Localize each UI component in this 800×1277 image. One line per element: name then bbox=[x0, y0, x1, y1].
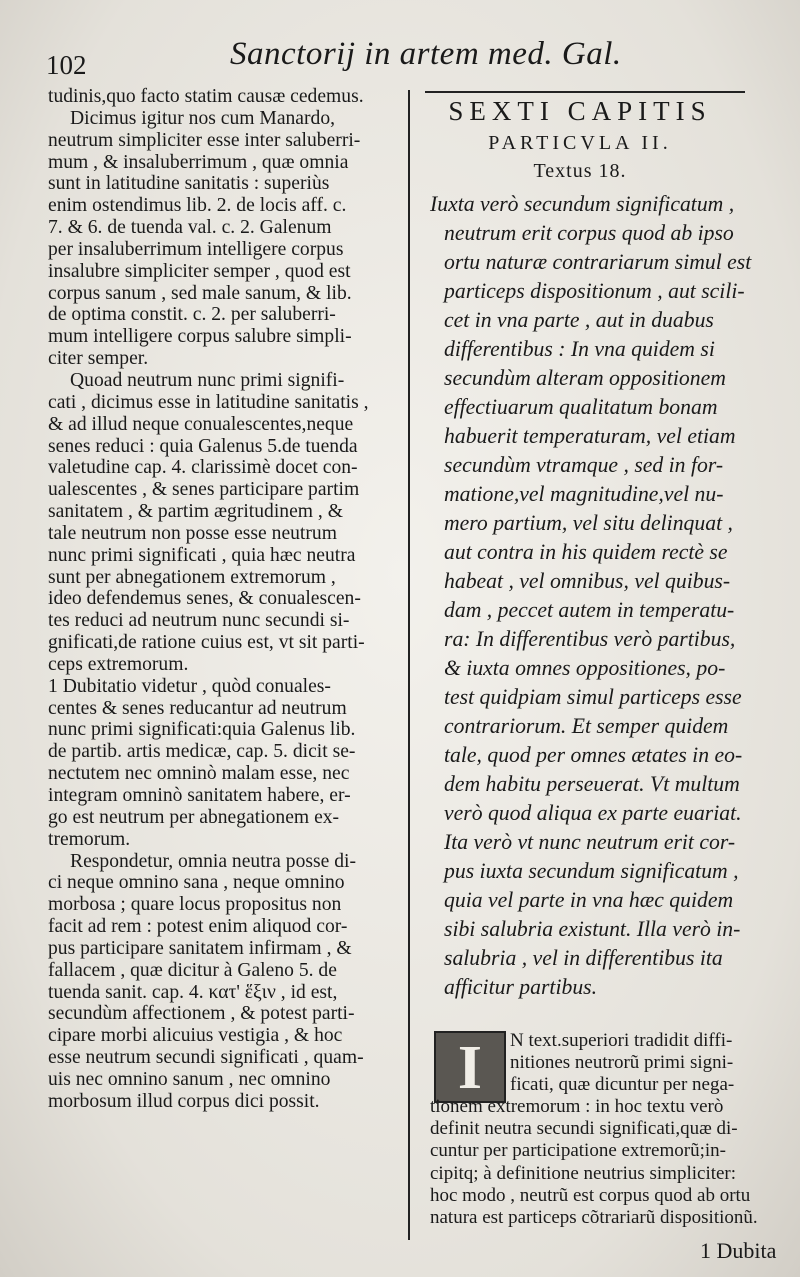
text-line: centes & senes reducantur ad neutrum bbox=[48, 697, 347, 719]
text-line: Ita verò vt nunc neutrum erit cor- bbox=[444, 830, 736, 854]
text-line: differentibus : In vna quidem si bbox=[444, 337, 715, 361]
text-line: afficitur partibus. bbox=[444, 975, 598, 999]
text-line: esse neutrum secundi significati , quam- bbox=[48, 1047, 364, 1069]
text-line: N text.superiori tradidit diffi- bbox=[510, 1030, 733, 1051]
text-line: ci neque omnino sana , neque omnino bbox=[48, 872, 345, 894]
particle-heading: PARTICVLA II. bbox=[488, 132, 672, 154]
text-line: Quoad neutrum nunc primi signifi- bbox=[70, 369, 345, 391]
text-line: secundùm affectionem , & potest parti- bbox=[48, 1003, 355, 1025]
text-line: ceps extremorum. bbox=[48, 653, 189, 675]
text-line: Dicimus igitur nos cum Manardo, bbox=[70, 107, 336, 129]
chapter-heading: SEXTI CAPITIS bbox=[448, 96, 712, 126]
text-line: per insaluberrimum intelligere corpus bbox=[48, 238, 344, 260]
text-line: pus participare sanitatem infirmam , & bbox=[48, 937, 352, 959]
text-line: sibi salubria existunt. Illa verò in- bbox=[444, 917, 741, 941]
catchword: 1 Dubita bbox=[700, 1238, 777, 1263]
text-line: cet in vna parte , aut in duabus bbox=[444, 308, 714, 332]
text-line: natura est particeps cõtrariarũ dispositionũ. bbox=[430, 1206, 758, 1228]
text-line: matione,vel magnitudine,vel nu- bbox=[444, 482, 724, 506]
text-line: gnificati,de ratione cuius est, vt sit parti- bbox=[48, 632, 365, 654]
text-line: facit ad rem : potest enim aliquod cor- bbox=[48, 916, 348, 938]
text-line: valetudine cap. 4. clarissimè docet con- bbox=[48, 457, 358, 479]
text-line: enim ostendimus lib. 2. de locis aff. c. bbox=[48, 195, 347, 217]
text-line: sunt in latitudine sanitatis : superiùs bbox=[48, 173, 330, 195]
text-line: dem habitu perseuerat. Vt multum bbox=[444, 772, 740, 796]
text-line: mero partium, vel situ delinquat , bbox=[444, 511, 733, 535]
text-line: cipare morbi alicuius vestigia , & hoc bbox=[48, 1025, 343, 1047]
text-line: tes reduci ad neutrum nunc secundi si- bbox=[48, 610, 350, 632]
text-line: cuntur per participatione extremorũ;in- bbox=[430, 1140, 726, 1162]
text-line: cipitq; à definitione neutrius simpliciter: bbox=[430, 1162, 737, 1184]
text-line: definit neutra secundi significati,quæ di- bbox=[430, 1118, 738, 1140]
text-line: tuenda sanit. cap. 4. κατ' ἕξιν , id est, bbox=[48, 981, 338, 1003]
text-line: integram omninò sanitatem habere, er- bbox=[48, 785, 351, 806]
commentary-text bbox=[430, 1030, 775, 1229]
text-line: Iuxta verò secundum significatum , bbox=[430, 192, 735, 216]
text-line: tremorum. bbox=[48, 828, 131, 850]
text-line: ra: In differentibus verò partibus, bbox=[444, 627, 736, 651]
initial-letter: I bbox=[457, 1034, 483, 1102]
text-line: nectutem nec omninò malam esse, nec bbox=[48, 763, 350, 785]
text-line: nitiones neutrorũ primi signi- bbox=[510, 1052, 734, 1074]
text-line: tudinis,quo facto statim causæ cedemus. bbox=[48, 86, 364, 107]
textus-heading: Textus 18. bbox=[533, 160, 627, 182]
text-line: salubria , vel in differentibus ita bbox=[444, 946, 723, 970]
text-line: secundùm vtramque , sed in for- bbox=[444, 453, 724, 477]
text-line: sanitatem , & partim ægritudinem , & bbox=[48, 501, 343, 523]
text-line: dam , peccet autem in temperatu- bbox=[444, 598, 735, 622]
text-line: effectiuarum qualitatum bonam bbox=[444, 395, 718, 419]
text-line: morbosa ; quare locus propositus non bbox=[48, 894, 342, 916]
text-line: tionem extremorum : in hoc textu verò bbox=[430, 1096, 724, 1118]
text-line: go est neutrum per abnegationem ex- bbox=[48, 806, 340, 828]
page-header bbox=[0, 30, 800, 90]
text-line: ideo defendemus senes, & conualescen- bbox=[48, 588, 361, 610]
text-line: senes reduci : quia Galenus 5.de tuenda bbox=[48, 435, 358, 457]
text-line: hoc modo , neutrũ est corpus quod ab ortu bbox=[430, 1184, 751, 1206]
text-line: 1 Dubitatio videtur , quòd conuales- bbox=[48, 675, 331, 697]
text-line: uis nec omnino sanum , nec omnino bbox=[48, 1068, 331, 1090]
text-line: habuerit temperaturam, vel etiam bbox=[444, 424, 736, 448]
text-line: verò quod aliqua ex parte euariat. bbox=[444, 801, 742, 825]
text-line: tale neutrum non posse esse neutrum bbox=[48, 522, 337, 544]
text-line: mum intelligere corpus salubre simpli- bbox=[48, 326, 352, 348]
right-column-text bbox=[430, 190, 770, 1002]
text-line: aut contra in his quidem rectè se bbox=[444, 540, 728, 564]
text-line: corpus sanum , sed male sanum, & lib. bbox=[48, 282, 352, 304]
text-line: test quidpiam simul particeps esse bbox=[444, 685, 742, 709]
text-line: de optima constit. c. 2. per saluberri- bbox=[48, 304, 336, 326]
text-line: nunc primi significati , quia hæc neutra bbox=[48, 544, 356, 566]
text-line: cati , dicimus esse in latitudine sanitatis , bbox=[48, 391, 369, 413]
text-line: & iuxta omnes oppositiones, po- bbox=[444, 656, 726, 680]
text-line: de partib. artis medicæ, cap. 5. dicit se- bbox=[48, 741, 356, 763]
text-line: pus iuxta secundum significatum , bbox=[444, 859, 739, 883]
left-column-text bbox=[48, 86, 398, 1113]
running-title: Sanctorij in artem med. Gal. bbox=[230, 36, 622, 72]
text-line: habeat , vel omnibus, vel quibus- bbox=[444, 569, 731, 593]
text-line: neutrum erit corpus quod ab ipso bbox=[444, 221, 734, 245]
text-line: particeps dispositionum , aut scili- bbox=[444, 279, 745, 303]
text-line: citer semper. bbox=[48, 348, 149, 370]
text-line: secundùm alteram oppositionem bbox=[444, 366, 726, 390]
column-divider bbox=[408, 90, 410, 1240]
text-line: insalubre simpliciter semper , quod est bbox=[48, 260, 351, 282]
text-line: Respondetur, omnia neutra posse di- bbox=[70, 850, 356, 872]
text-line: quia vel parte in vna hæc quidem bbox=[444, 888, 734, 912]
text-line: ficati, quæ dicuntur per nega- bbox=[510, 1074, 735, 1096]
text-line: sunt per abnegationem extremorum , bbox=[48, 566, 336, 588]
text-line: fallacem , quæ dicitur à Galeno 5. de bbox=[48, 959, 337, 981]
page-number: 102 bbox=[46, 50, 87, 80]
text-line: 7. & 6. de tuenda val. c. 2. Galenum bbox=[48, 217, 332, 239]
text-line: morbosum illud corpus dici possit. bbox=[48, 1090, 320, 1112]
text-line: & ad illud neque conualescentes,neque bbox=[48, 413, 354, 435]
text-line: contrariorum. Et semper quidem bbox=[444, 714, 729, 738]
text-line: ualescentes , & senes participare partim bbox=[48, 479, 360, 501]
text-line: nunc primi significati:quia Galenus lib. bbox=[48, 719, 356, 741]
heading-rule bbox=[425, 91, 745, 93]
text-line: neutrum simpliciter esse inter saluberri- bbox=[48, 129, 361, 151]
text-line: tale, quod per omnes ætates in eo- bbox=[444, 743, 743, 767]
text-line: mum , & insaluberrimum , quæ omnia bbox=[48, 151, 349, 173]
text-line: ortu naturæ contrariarum simul est bbox=[444, 250, 752, 274]
